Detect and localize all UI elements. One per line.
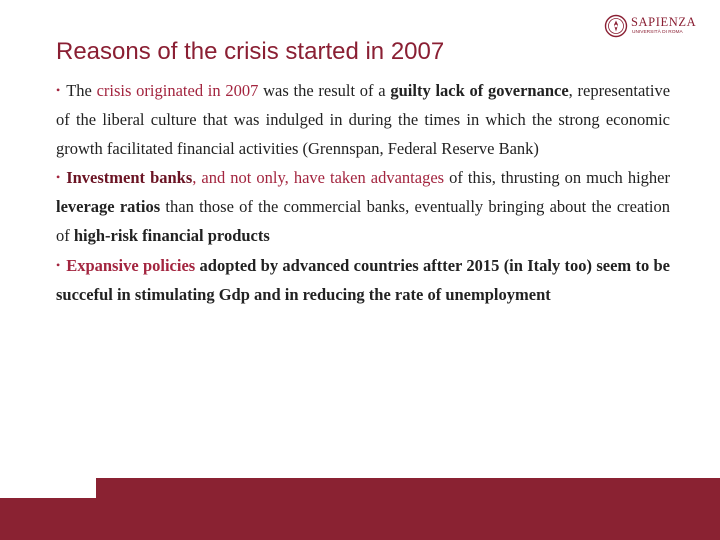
text-segment: The xyxy=(66,81,92,100)
highlight-text: , and not only, have taken advantages xyxy=(192,168,445,188)
text-segment: of this, thrusting on much higher xyxy=(449,168,670,188)
footer-band xyxy=(0,478,720,540)
bold-text: adopted by advanced countries aftter 2015 (in Italy too) seem to be succeful in stimulating Gdp and in reducing the rate of unemployment xyxy=(56,255,671,304)
bold-highlight-text: Investment banks xyxy=(66,168,193,188)
bullet-item xyxy=(56,163,670,250)
university-logo xyxy=(604,12,708,40)
slide-body xyxy=(56,76,670,309)
text-segment: than those of the commercial banks, eventually bringing about the creation of xyxy=(56,197,670,245)
bold-text: high-risk financial products xyxy=(73,225,270,245)
slide-title: Reasons of the crisis started in 2007 xyxy=(56,38,445,65)
text-segment: , representative of the liberal culture that was indulged in during the times in which the strong economic growth facilitated financial activities (Grennspan, Federal Reserve Bank) xyxy=(56,81,671,158)
logo-name: SAPIENZA xyxy=(631,15,697,29)
bold-highlight-text: Expansive policies xyxy=(66,255,196,275)
bullet-item xyxy=(56,251,670,310)
bold-text: guilty lack of governance xyxy=(390,81,569,100)
sapienza-seal-icon xyxy=(604,14,628,38)
bullet-marker: • xyxy=(56,170,61,185)
highlight-text: crisis originated in 2007 xyxy=(96,81,259,100)
logo-subtitle: UNIVERSITÀ DI ROMA xyxy=(632,30,683,35)
bullet-marker: • xyxy=(56,257,61,272)
text-segment: was the result of a xyxy=(263,81,386,100)
bullet-marker: • xyxy=(56,83,61,97)
bold-text: leverage ratios xyxy=(56,197,161,217)
footer-notch xyxy=(0,478,96,498)
bullet-item xyxy=(56,76,670,163)
